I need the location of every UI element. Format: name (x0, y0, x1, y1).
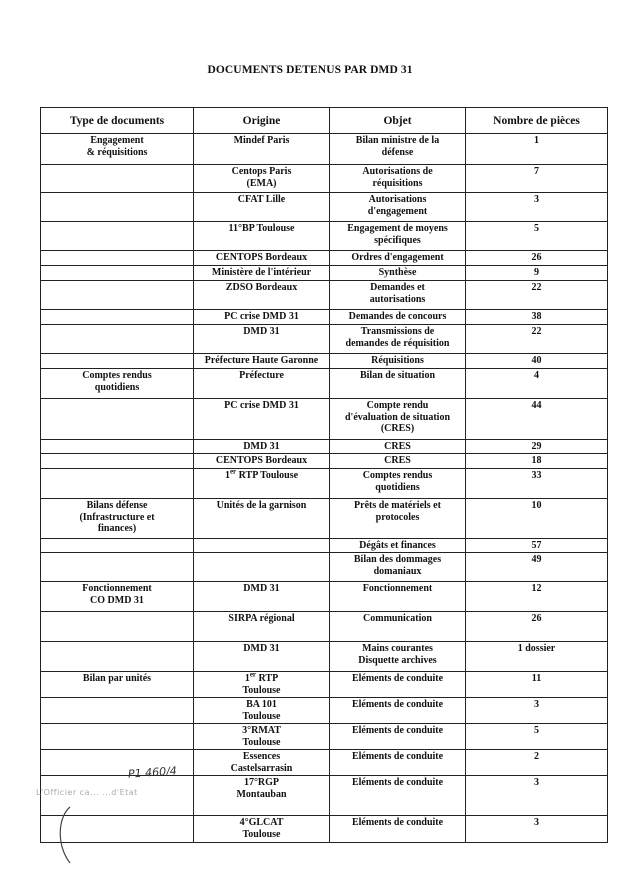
cell-origine: DMD 31 (194, 325, 330, 354)
cell-type (41, 539, 194, 553)
table-row (41, 698, 608, 724)
table-row (41, 325, 608, 354)
cell-type: Fonctionnement CO DMD 31 (41, 582, 194, 612)
table-row (41, 193, 608, 222)
cell-objet: Eléments de conduite (330, 816, 466, 843)
documents-table (40, 107, 608, 843)
cell-type (41, 281, 194, 310)
cell-origine: 11°BP Toulouse (194, 222, 330, 251)
cell-type (41, 724, 194, 750)
cell-objet: Eléments de conduite (330, 724, 466, 750)
cell-nombre: 5 (466, 222, 608, 251)
table-row (41, 499, 608, 539)
cell-objet: Eléments de conduite (330, 750, 466, 776)
table-row (41, 539, 608, 553)
cell-nombre: 33 (466, 469, 608, 499)
cell-type (41, 193, 194, 222)
cell-origine: DMD 31 (194, 642, 330, 672)
cell-origine: SIRPA régional (194, 612, 330, 642)
cell-origine: 3°RMAT Toulouse (194, 724, 330, 750)
cell-nombre: 38 (466, 310, 608, 325)
cell-type (41, 310, 194, 325)
cell-objet: Engagement de moyens spécifiques (330, 222, 466, 251)
cell-objet: Transmissions de demandes de réquisition (330, 325, 466, 354)
margin-bracket-mark (40, 805, 80, 865)
faded-stamp: L'Officier ca... ...d'Etat (36, 788, 138, 797)
table-row (41, 251, 608, 266)
cell-origine (194, 672, 330, 698)
table-row (41, 724, 608, 750)
cell-origine: Préfecture (194, 369, 330, 399)
cell-objet: Autorisations d'engagement (330, 193, 466, 222)
cell-nombre: 3 (466, 698, 608, 724)
table-row (41, 165, 608, 193)
table-row (41, 553, 608, 582)
cell-nombre: 29 (466, 440, 608, 454)
cell-objet: Bilan de situation (330, 369, 466, 399)
cell-nombre: 26 (466, 612, 608, 642)
cell-objet: Mains courantes Disquette archives (330, 642, 466, 672)
cell-origine (194, 539, 330, 553)
cell-objet: Demandes et autorisations (330, 281, 466, 310)
cell-type: Bilan par unités (41, 672, 194, 698)
header-objet: Objet (330, 108, 466, 134)
cell-nombre: 7 (466, 165, 608, 193)
cell-objet: Eléments de conduite (330, 672, 466, 698)
cell-origine (194, 469, 330, 499)
cell-type (41, 612, 194, 642)
cell-objet: Eléments de conduite (330, 698, 466, 724)
cell-type (41, 553, 194, 582)
cell-origine: Essences Castelsarrasin (194, 750, 330, 776)
cell-type (41, 266, 194, 281)
cell-origine: Mindef Paris (194, 134, 330, 165)
table-row (41, 440, 608, 454)
table-row (41, 354, 608, 369)
cell-objet: Réquisitions (330, 354, 466, 369)
table-row (41, 612, 608, 642)
cell-nombre: 10 (466, 499, 608, 539)
cell-nombre: 3 (466, 816, 608, 843)
cell-objet: CRES (330, 454, 466, 469)
table-row (41, 816, 608, 843)
table-row (41, 642, 608, 672)
cell-objet: Communication (330, 612, 466, 642)
cell-objet: Bilan des dommages domaniaux (330, 553, 466, 582)
cell-nombre: 22 (466, 281, 608, 310)
cell-nombre: 40 (466, 354, 608, 369)
table-row (41, 454, 608, 469)
cell-origine: DMD 31 (194, 582, 330, 612)
cell-objet: Fonctionnement (330, 582, 466, 612)
cell-origine: ZDSO Bordeaux (194, 281, 330, 310)
cell-nombre: 22 (466, 325, 608, 354)
origine-number: 1 (224, 470, 230, 481)
cell-nombre: 44 (466, 399, 608, 440)
cell-nombre: 3 (466, 193, 608, 222)
cell-type (41, 469, 194, 499)
cell-type (41, 222, 194, 251)
cell-type: Engagement & réquisitions (41, 134, 194, 165)
cell-origine: Centops Paris (EMA) (194, 165, 330, 193)
cell-origine: DMD 31 (194, 440, 330, 454)
header-nombre: Nombre de pièces (466, 108, 608, 134)
origine-number: 1 (244, 673, 250, 684)
table-row (41, 399, 608, 440)
cell-nombre: 49 (466, 553, 608, 582)
table-row (41, 369, 608, 399)
table-row (41, 310, 608, 325)
cell-origine (194, 553, 330, 582)
table-row (41, 672, 608, 698)
cell-type (41, 698, 194, 724)
cell-nombre: 1 (466, 134, 608, 165)
table-row (41, 281, 608, 310)
cell-objet: Dégâts et finances (330, 539, 466, 553)
handwritten-reference: P1 460/4 (127, 764, 178, 781)
cell-type (41, 642, 194, 672)
cell-nombre: 9 (466, 266, 608, 281)
cell-nombre: 57 (466, 539, 608, 553)
cell-origine: Préfecture Haute Garonne (194, 354, 330, 369)
cell-origine: Unités de la garnison (194, 499, 330, 539)
cell-objet: Comptes rendus quotidiens (330, 469, 466, 499)
cell-objet: Prêts de matériels et protocoles (330, 499, 466, 539)
cell-nombre: 4 (466, 369, 608, 399)
cell-objet: Demandes de concours (330, 310, 466, 325)
cell-nombre: 18 (466, 454, 608, 469)
cell-objet: Synthèse (330, 266, 466, 281)
cell-nombre: 5 (466, 724, 608, 750)
cell-type: Comptes rendus quotidiens (41, 369, 194, 399)
cell-nombre: 12 (466, 582, 608, 612)
origine-ordinal: er (229, 468, 237, 476)
table-header-row (41, 108, 608, 134)
cell-type (41, 251, 194, 266)
cell-objet: Bilan ministre de la défense (330, 134, 466, 165)
cell-origine: PC crise DMD 31 (194, 399, 330, 440)
cell-origine: 4°GLCAT Toulouse (194, 816, 330, 843)
cell-objet: Autorisations de réquisitions (330, 165, 466, 193)
cell-origine: Ministère de l'intérieur (194, 266, 330, 281)
table-row (41, 222, 608, 251)
cell-origine: CFAT Lille (194, 193, 330, 222)
table-row (41, 134, 608, 165)
table-row (41, 469, 608, 499)
cell-nombre: 1 dossier (466, 642, 608, 672)
cell-objet: Ordres d'engagement (330, 251, 466, 266)
table-row (41, 750, 608, 776)
cell-type (41, 325, 194, 354)
cell-type (41, 454, 194, 469)
cell-type (41, 399, 194, 440)
origine-rest: RTP Toulouse (242, 673, 281, 696)
origine-rest: RTP Toulouse (236, 470, 299, 481)
cell-objet: Eléments de conduite (330, 776, 466, 816)
cell-origine: 17°RGP Montauban (194, 776, 330, 816)
table-row (41, 266, 608, 281)
cell-origine: PC crise DMD 31 (194, 310, 330, 325)
cell-type (41, 354, 194, 369)
cell-nombre: 2 (466, 750, 608, 776)
cell-origine: CENTOPS Bordeaux (194, 251, 330, 266)
header-origine: Origine (194, 108, 330, 134)
origine-ordinal: er (249, 671, 257, 679)
page-title: DOCUMENTS DETENUS PAR DMD 31 (207, 64, 413, 76)
cell-type: Bilans défense (Infrastructure et finances) (41, 499, 194, 539)
cell-objet: Compte rendu d'évaluation de situation (CRES) (330, 399, 466, 440)
cell-objet: CRES (330, 440, 466, 454)
cell-origine: BA 101 Toulouse (194, 698, 330, 724)
cell-nombre: 3 (466, 776, 608, 816)
cell-type (41, 165, 194, 193)
header-type: Type de documents (41, 108, 194, 134)
table-row (41, 582, 608, 612)
cell-origine: CENTOPS Bordeaux (194, 454, 330, 469)
cell-type (41, 440, 194, 454)
cell-nombre: 26 (466, 251, 608, 266)
cell-nombre: 11 (466, 672, 608, 698)
